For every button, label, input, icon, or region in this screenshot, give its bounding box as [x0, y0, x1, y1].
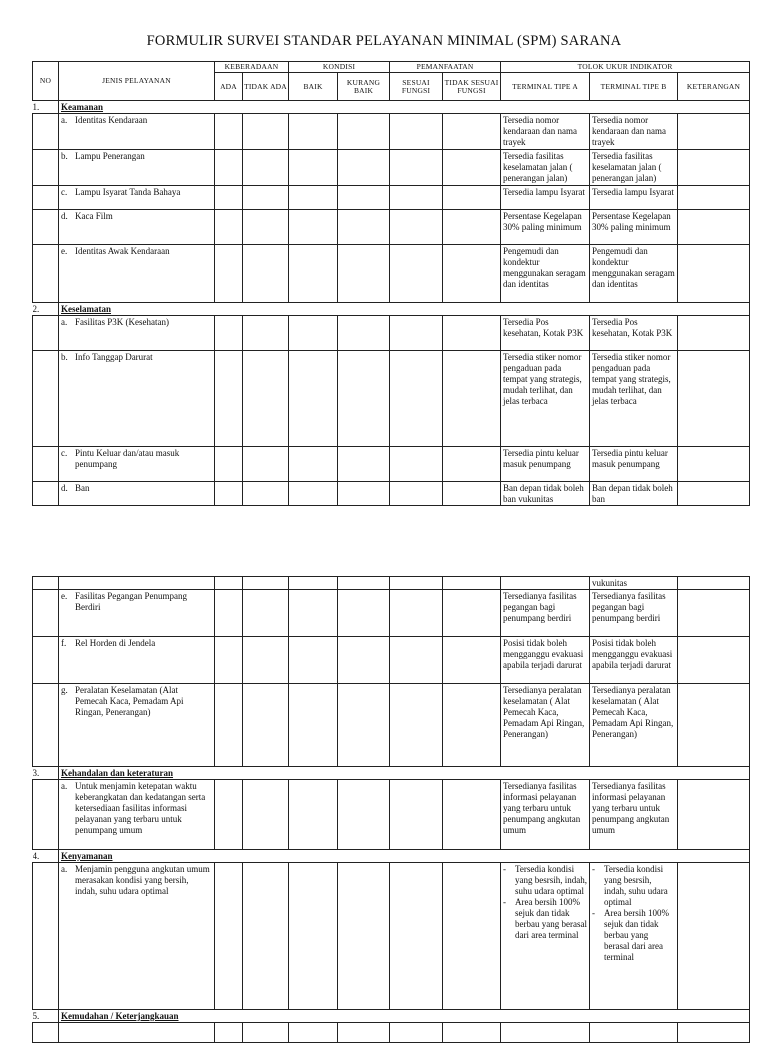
tipe-b-indikator: Tersedia fasilitas keselamatan jalan ( penerangan jalan) — [590, 150, 678, 186]
jenis-pelayanan: Ban — [75, 483, 90, 493]
section-label: Kehandalan dan keteraturan — [59, 767, 750, 780]
tipe-b-indikator: Tersedianya fasilitas informasi pelayanan yang terbaru untuk penumpang angkutan umum — [590, 780, 678, 850]
cell-ada[interactable] — [215, 114, 243, 150]
cell-keterangan[interactable] — [678, 186, 750, 210]
cell-ada[interactable] — [215, 150, 243, 186]
cell-sesuai[interactable] — [390, 210, 443, 245]
cell-tidak-sesuai[interactable] — [443, 351, 501, 447]
tipe-b-indikator: Tersedia nomor kendaraan dan nama trayek — [590, 114, 678, 150]
header-tidak-sesuai: TIDAK SESUAI FUNGSI — [443, 73, 501, 101]
table-row: b. Info Tanggap Darurat Tersedia stiker nomor pengaduan pada tempat yang strategis, mudah terlihat, dan jelas terbaca Tersedia stiker nomor pengaduan pada tempat yang strategis, mudah terlihat, dan jelas terbaca — [33, 351, 750, 447]
cell-baik[interactable] — [289, 150, 338, 186]
indikator-bullet: Tersedia kondisi yang besrsih, indah, suhu udara optimal — [604, 864, 668, 907]
header-kondisi: KONDISI — [289, 62, 390, 73]
table-row: a. Menjamin pengguna angkutan umum merasakan kondisi yang bersih, indah, suhu udara optimal - Tersedia kondisi yang besrsih, indah, suhu udara optimal - Area bersih 100% sejuk dan tidak berbau yang berasal dari area terminal - Tersedia kondisi yang besrsih, indah, suhu udara optimal - Area bersih 100% sejuk dan tidak berbau yang berasal dari area terminal — [33, 863, 750, 1010]
jenis-pelayanan: Rel Horden di Jendela — [75, 638, 156, 648]
tipe-a-indikator: Tersedia nomor kendaraan dan nama trayek — [501, 114, 590, 150]
jenis-pelayanan: Untuk menjamin ketepatan waktu keberangkatan dan kedatangan serta ketersediaan fasilitas informasi pelayanan yang terbaru untuk penumpang umum — [75, 781, 206, 835]
cell-kurang-baik[interactable] — [338, 447, 390, 482]
cell-tidak-sesuai[interactable] — [443, 150, 501, 186]
cell-tidak-ada[interactable] — [243, 447, 289, 482]
cell-tidak-sesuai[interactable] — [443, 590, 501, 637]
jenis-pelayanan: Fasilitas Pegangan Penumpang Berdiri — [75, 591, 187, 612]
cell-kurang-baik[interactable] — [338, 210, 390, 245]
cell-tidak-sesuai[interactable] — [443, 447, 501, 482]
cell-tidak-ada[interactable] — [243, 590, 289, 637]
cell-ada[interactable] — [215, 245, 243, 303]
cell-sesuai[interactable] — [390, 351, 443, 447]
tipe-b-indikator: Tersedia lampu Isyarat — [590, 186, 678, 210]
cell-tidak-ada[interactable] — [243, 114, 289, 150]
cell-ada[interactable] — [215, 316, 243, 351]
cell-tidak-ada[interactable] — [243, 351, 289, 447]
cell-sesuai[interactable] — [390, 780, 443, 850]
cell-keterangan[interactable] — [678, 684, 750, 767]
tipe-a-indikator: - Tersedia kondisi yang besrsih, indah, suhu udara optimal - Area bersih 100% sejuk dan tidak berbau yang berasal dari area terminal — [501, 863, 590, 1010]
tipe-a-indikator: Tersedia Pos kesehatan, Kotak P3K — [501, 316, 590, 351]
cell-baik[interactable] — [289, 863, 338, 1010]
header-sesuai: SESUAI FUNGSI — [390, 73, 443, 101]
tipe-b-indikator: Tersedianya fasilitas pegangan bagi penumpang berdiri — [590, 590, 678, 637]
cell-ada[interactable] — [215, 780, 243, 850]
cell-sesuai[interactable] — [390, 684, 443, 767]
header-kurang-baik: KURANG BAIK — [338, 73, 390, 101]
cell-sesuai[interactable] — [390, 114, 443, 150]
jenis-pelayanan: Fasilitas P3K (Kesehatan) — [75, 317, 169, 327]
cell-ada[interactable] — [215, 684, 243, 767]
tipe-a-indikator: Ban depan tidak boleh ban vukunitas — [501, 482, 590, 506]
section-label: Keselamatan — [59, 303, 750, 316]
cell-baik[interactable] — [289, 210, 338, 245]
cell-kurang-baik[interactable] — [338, 316, 390, 351]
header-ada: ADA — [215, 73, 243, 101]
cell-keterangan[interactable] — [678, 447, 750, 482]
jenis-pelayanan: Info Tanggap Darurat — [75, 352, 153, 362]
tipe-b-indikator: Posisi tidak boleh mengganggu evakuasi apabila terjadi darurat — [590, 637, 678, 684]
tipe-a-indikator: Tersedia pintu keluar masuk penumpang — [501, 447, 590, 482]
tipe-a-indikator: Tersedianya fasilitas pegangan bagi penumpang berdiri — [501, 590, 590, 637]
jenis-pelayanan: Lampu Penerangan — [75, 151, 145, 161]
tipe-b-indikator: Pengemudi dan kondektur menggunakan seragam dan identitas — [590, 245, 678, 303]
tipe-a-indikator: Posisi tidak boleh mengganggu evakuasi apabila terjadi darurat — [501, 637, 590, 684]
cell-baik[interactable] — [289, 114, 338, 150]
cell-tidak-ada[interactable] — [243, 482, 289, 506]
cell-sesuai[interactable] — [390, 590, 443, 637]
page-title: FORMULIR SURVEI STANDAR PELAYANAN MINIMAL (SPM) SARANA — [146, 33, 622, 49]
jenis-pelayanan: Kaca Film — [75, 211, 113, 221]
jenis-pelayanan: Menjamin pengguna angkutan umum merasakan kondisi yang bersih, indah, suhu udara optimal — [75, 864, 210, 896]
tipe-a-indikator: Tersedianya fasilitas informasi pelayanan yang terbaru untuk penumpang angkutan umum — [501, 780, 590, 850]
cell-baik[interactable] — [289, 351, 338, 447]
cell-tidak-ada[interactable] — [243, 186, 289, 210]
header-keberadaan: KEBERADAAN — [215, 62, 289, 73]
tipe-b-indikator: vukunitas — [590, 577, 678, 590]
cell-tidak-ada[interactable] — [243, 150, 289, 186]
header-tidak-ada: TIDAK ADA — [243, 73, 289, 101]
jenis-pelayanan: Identitas Awak Kendaraan — [75, 246, 170, 256]
cell-keterangan[interactable] — [678, 482, 750, 506]
indikator-bullet: Tersedia kondisi yang besrsih, indah, suhu udara optimal — [515, 864, 587, 896]
section-row — [33, 303, 750, 316]
cell-keterangan[interactable] — [678, 210, 750, 245]
cell-baik[interactable] — [289, 590, 338, 637]
cell-tidak-ada[interactable] — [243, 245, 289, 303]
tipe-a-indikator: Tersedia fasilitas keselamatan jalan ( penerangan jalan) — [501, 150, 590, 186]
cell-ada[interactable] — [215, 637, 243, 684]
survey-table-page-1 — [32, 61, 750, 506]
cell-sesuai[interactable] — [390, 150, 443, 186]
cell-keterangan[interactable] — [678, 637, 750, 684]
tipe-b-indikator: Persentase Kegelapan 30% paling minimum — [590, 210, 678, 245]
cell-keterangan[interactable] — [678, 590, 750, 637]
cell-tidak-sesuai[interactable] — [443, 186, 501, 210]
table-row: f. Rel Horden di Jendela Posisi tidak boleh mengganggu evakuasi apabila terjadi darurat Posisi tidak boleh mengganggu evakuasi apabila terjadi darurat — [33, 637, 750, 684]
cell-sesuai[interactable] — [390, 863, 443, 1010]
tipe-a-indikator: Tersedia stiker nomor pengaduan pada tempat yang strategis, mudah terlihat, dan jelas terbaca — [501, 351, 590, 447]
cell-kurang-baik[interactable] — [338, 684, 390, 767]
tipe-a-indikator: Pengemudi dan kondektur menggunakan seragam dan identitas — [501, 245, 590, 303]
cell-sesuai[interactable] — [390, 245, 443, 303]
header-baik: BAIK — [289, 73, 338, 101]
table-row: g. Peralatan Keselamatan (Alat Pemecah Kaca, Pemadam Api Ringan, Penerangan) Tersedianya peralatan keselamatan ( Alat Pemecah Kaca, Pemadam Api Ringan, Penerangan) Tersedianya peralatan keselamatan ( Alat Pemecah Kaca, Pemadam Api Ringan, Penerangan) — [33, 684, 750, 767]
cell-tidak-sesuai[interactable] — [443, 780, 501, 850]
cell-ada[interactable] — [215, 447, 243, 482]
tipe-a-indikator: Tersedianya peralatan keselamatan ( Alat Pemecah Kaca, Pemadam Api Ringan, Penerangan) — [501, 684, 590, 767]
table-row: a. Identitas Kendaraan Tersedia nomor kendaraan dan nama trayek Tersedia nomor kendaraan dan nama trayek — [33, 114, 750, 150]
cell-sesuai[interactable] — [390, 447, 443, 482]
table-row — [33, 1023, 750, 1043]
cell-tidak-ada[interactable] — [243, 863, 289, 1010]
cell-kurang-baik[interactable] — [338, 114, 390, 150]
cell-keterangan[interactable] — [678, 863, 750, 1010]
table-row: a. Untuk menjamin ketepatan waktu keberangkatan dan kedatangan serta ketersediaan fasilitas informasi pelayanan yang terbaru untuk penumpang umum Tersedianya fasilitas informasi pelayanan yang terbaru untuk penumpang angkutan umum Tersedianya fasilitas informasi pelayanan yang terbaru untuk penumpang angkutan umum — [33, 780, 750, 850]
indikator-bullet: Area bersih 100% sejuk dan tidak berbau yang berasal dari area terminal — [515, 897, 587, 940]
cell-tidak-sesuai[interactable] — [443, 684, 501, 767]
table-row: d. Kaca Film Persentase Kegelapan 30% paling minimum Persentase Kegelapan 30% paling minimum — [33, 210, 750, 245]
section-number: 5. — [33, 1010, 59, 1023]
section-number: 2. — [33, 303, 59, 316]
tipe-a-indikator: Persentase Kegelapan 30% paling minimum — [501, 210, 590, 245]
cell-kurang-baik[interactable] — [338, 351, 390, 447]
section-row — [33, 1010, 750, 1023]
cell-tidak-ada[interactable] — [243, 637, 289, 684]
table-row: c. Pintu Keluar dan/atau masuk penumpang Tersedia pintu keluar masuk penumpang Tersedia pintu keluar masuk penumpang — [33, 447, 750, 482]
cell-tidak-sesuai[interactable] — [443, 637, 501, 684]
header-pemanfaatan: PEMANFAATAN — [390, 62, 501, 73]
table-row: d. Ban Ban depan tidak boleh ban vukunitas Ban depan tidak boleh ban — [33, 482, 750, 506]
jenis-pelayanan: Lampu Isyarat Tanda Bahaya — [75, 187, 181, 197]
section-number: 1. — [33, 101, 59, 114]
cell-ada[interactable] — [215, 351, 243, 447]
cell-baik[interactable] — [289, 780, 338, 850]
table-row: b. Lampu Penerangan Tersedia fasilitas keselamatan jalan ( penerangan jalan) Tersedia fasilitas keselamatan jalan ( penerangan jalan) — [33, 150, 750, 186]
survey-table-page-2 — [32, 576, 750, 1043]
cell-tidak-ada[interactable] — [243, 684, 289, 767]
tipe-b-indikator: Tersedia pintu keluar masuk penumpang — [590, 447, 678, 482]
section-label: Kemudahan / Keterjangkauan — [59, 1010, 750, 1023]
cell-ada[interactable] — [215, 482, 243, 506]
cell-tidak-ada[interactable] — [243, 316, 289, 351]
cell-tidak-sesuai[interactable] — [443, 316, 501, 351]
cell-ada[interactable] — [215, 590, 243, 637]
cell-tidak-sesuai[interactable] — [443, 482, 501, 506]
tipe-b-indikator: Ban depan tidak boleh ban — [590, 482, 678, 506]
header-no: NO — [33, 62, 59, 101]
cell-tidak-ada[interactable] — [243, 780, 289, 850]
cell-baik[interactable] — [289, 482, 338, 506]
cell-tidak-sesuai[interactable] — [443, 863, 501, 1010]
cell-keterangan[interactable] — [678, 316, 750, 351]
cell-sesuai[interactable] — [390, 482, 443, 506]
section-row — [33, 767, 750, 780]
jenis-pelayanan: Identitas Kendaraan — [75, 115, 148, 125]
cell-tidak-sesuai[interactable] — [443, 114, 501, 150]
cell-keterangan[interactable] — [678, 114, 750, 150]
cell-baik[interactable] — [289, 447, 338, 482]
table-row: a. Fasilitas P3K (Kesehatan) Tersedia Pos kesehatan, Kotak P3K Tersedia Pos kesehatan, Kotak P3K — [33, 316, 750, 351]
section-number: 4. — [33, 850, 59, 863]
header-jenis: JENIS PELAYANAN — [59, 62, 215, 101]
cell-keterangan[interactable] — [678, 245, 750, 303]
cell-baik[interactable] — [289, 245, 338, 303]
cell-tidak-sesuai[interactable] — [443, 210, 501, 245]
cell-kurang-baik[interactable] — [338, 482, 390, 506]
tipe-a-indikator: Tersedia lampu Isyarat — [501, 186, 590, 210]
cell-ada[interactable] — [215, 863, 243, 1010]
cell-keterangan[interactable] — [678, 351, 750, 447]
header-keterangan: KETERANGAN — [678, 73, 750, 101]
tipe-b-indikator: Tersedianya peralatan keselamatan ( Alat Pemecah Kaca, Pemadam Api Ringan, Penerangan) — [590, 684, 678, 767]
section-row — [33, 101, 750, 114]
section-number: 3. — [33, 767, 59, 780]
indikator-bullet: Area bersih 100% sejuk dan tidak berbau yang berasal dari area terminal — [604, 908, 669, 962]
jenis-pelayanan: Pintu Keluar dan/atau masuk penumpang — [75, 448, 180, 469]
cell-keterangan[interactable] — [678, 150, 750, 186]
cell-kurang-baik[interactable] — [338, 637, 390, 684]
header-tipe-a: TERMINAL TIPE A — [501, 73, 590, 101]
section-row — [33, 850, 750, 863]
cell-ada[interactable] — [215, 210, 243, 245]
cell-baik[interactable] — [289, 637, 338, 684]
cell-tidak-sesuai[interactable] — [443, 245, 501, 303]
cell-kurang-baik[interactable] — [338, 150, 390, 186]
cell-tidak-ada[interactable] — [243, 210, 289, 245]
cell-sesuai[interactable] — [390, 637, 443, 684]
cell-keterangan[interactable] — [678, 780, 750, 850]
section-label: Keamanan — [59, 101, 750, 114]
header-tipe-b: TERMINAL TIPE B — [590, 73, 678, 101]
cell-kurang-baik[interactable] — [338, 590, 390, 637]
table-row-continued — [33, 577, 750, 590]
cell-kurang-baik[interactable] — [338, 780, 390, 850]
cell-baik[interactable] — [289, 316, 338, 351]
section-label: Kenyamanan — [59, 850, 750, 863]
cell-ada[interactable] — [215, 186, 243, 210]
tipe-b-indikator: Tersedia stiker nomor pengaduan pada tempat yang strategis, mudah terlihat, dan jelas terbaca — [590, 351, 678, 447]
header-tolok: TOLOK UKUR INDIKATOR — [501, 62, 750, 73]
table-row: e. Identitas Awak Kendaraan Pengemudi dan kondektur menggunakan seragam dan identitas Pengemudi dan kondektur menggunakan seragam dan identitas — [33, 245, 750, 303]
tipe-b-indikator: Tersedia Pos kesehatan, Kotak P3K — [590, 316, 678, 351]
cell-sesuai[interactable] — [390, 186, 443, 210]
cell-sesuai[interactable] — [390, 316, 443, 351]
cell-baik[interactable] — [289, 186, 338, 210]
cell-kurang-baik[interactable] — [338, 863, 390, 1010]
table-row: e. Fasilitas Pegangan Penumpang Berdiri Tersedianya fasilitas pegangan bagi penumpang berdiri Tersedianya fasilitas pegangan bagi penumpang berdiri — [33, 590, 750, 637]
cell-kurang-baik[interactable] — [338, 186, 390, 210]
jenis-pelayanan: Peralatan Keselamatan (Alat Pemecah Kaca, Pemadam Api Ringan, Penerangan) — [75, 685, 184, 717]
table-row: c. Lampu Isyarat Tanda Bahaya Tersedia lampu Isyarat Tersedia lampu Isyarat — [33, 186, 750, 210]
cell-kurang-baik[interactable] — [338, 245, 390, 303]
cell-baik[interactable] — [289, 684, 338, 767]
tipe-b-indikator: - Tersedia kondisi yang besrsih, indah, suhu udara optimal - Area bersih 100% sejuk dan tidak berbau yang berasal dari area terminal — [590, 863, 678, 1010]
